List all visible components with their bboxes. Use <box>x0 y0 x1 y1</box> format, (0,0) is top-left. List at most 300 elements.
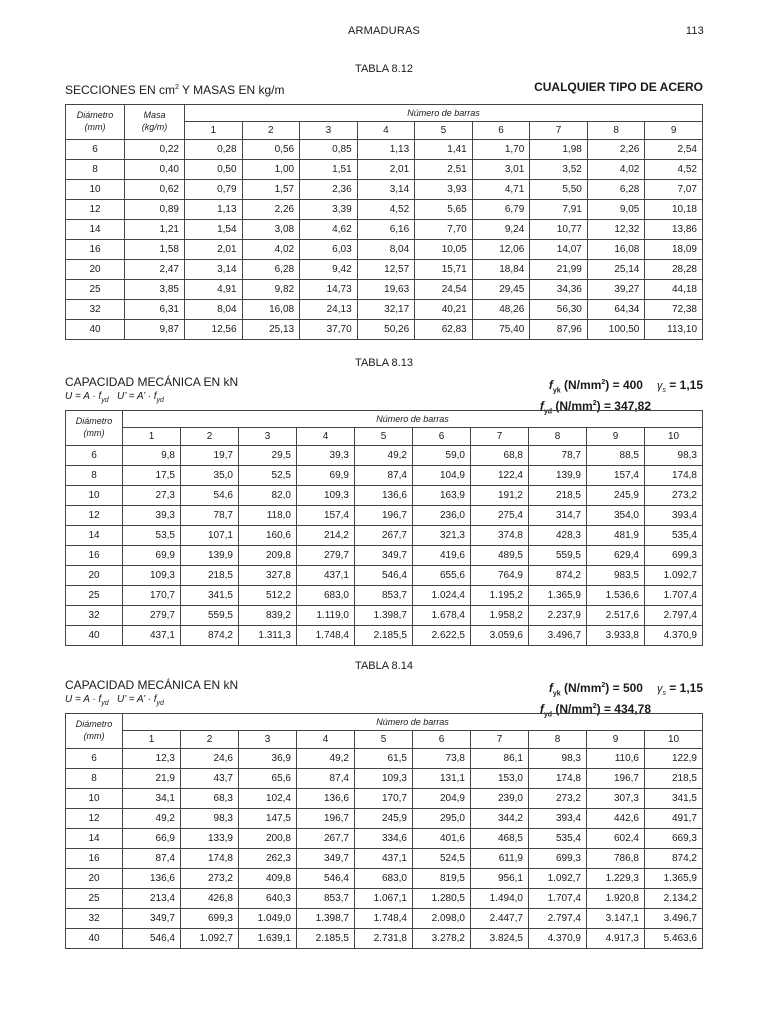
value-cell: 344,2 <box>471 809 529 829</box>
bar-count-header: 9 <box>587 428 645 446</box>
table-row <box>66 200 703 220</box>
bar-count-header: 5 <box>415 122 473 140</box>
value-cell: 4,62 <box>300 220 358 240</box>
table-8-14-subtitle: CAPACIDAD MECÁNICA EN kN $U = A \cdot f_{yd}$ U’ = A’ · $f_{yd}$ <box>65 678 239 707</box>
value-cell: 1.092,7 <box>181 929 239 949</box>
value-cell: 3,14 <box>357 180 415 200</box>
value-cell: 3,52 <box>530 160 588 180</box>
value-cell: 3.278,2 <box>413 929 471 949</box>
diameter-cell: 10 <box>66 486 123 506</box>
table-body <box>66 749 703 949</box>
value-cell: 100,50 <box>587 320 645 340</box>
page-number: 113 <box>685 25 704 37</box>
diameter-cell: 14 <box>66 220 125 240</box>
value-cell: 3.147,1 <box>587 909 645 929</box>
value-cell: 0,89 <box>125 200 185 220</box>
value-cell: 6,28 <box>587 180 645 200</box>
value-cell: 29,45 <box>472 280 530 300</box>
value-cell: 0,22 <box>125 140 185 160</box>
value-cell: 102,4 <box>239 789 297 809</box>
value-cell: 437,1 <box>355 849 413 869</box>
value-cell: 12,32 <box>587 220 645 240</box>
value-cell: 218,5 <box>181 566 239 586</box>
value-cell: 16,08 <box>587 240 645 260</box>
value-cell: 267,7 <box>355 526 413 546</box>
table-row <box>66 809 703 829</box>
value-cell: 2.237,9 <box>529 606 587 626</box>
value-cell: 1,58 <box>125 240 185 260</box>
bar-count-header: 9 <box>587 731 645 749</box>
value-cell: 56,30 <box>530 300 588 320</box>
value-cell: 321,3 <box>413 526 471 546</box>
value-cell: 15,71 <box>415 260 473 280</box>
value-cell: 2,01 <box>185 240 243 260</box>
value-cell: 29,5 <box>239 446 297 466</box>
table-8-14-steel-params: $f_{yk}$ $(N/mm^2) = 500$ $\gamma_s = 1,15$ $f_{yd}$ $(N/mm^2) = 434,78$ <box>539 681 703 719</box>
value-cell: 122,4 <box>471 466 529 486</box>
value-cell: 1,41 <box>415 140 473 160</box>
bar-count-header: 8 <box>529 731 587 749</box>
value-cell: 468,5 <box>471 829 529 849</box>
table-8-13-steel-params: $f_{yk}$ $(N/mm^2) = 400$ $\gamma_s = 1,15$ $f_{yd}$ $(N/mm^2) = 347,82$ <box>539 378 703 416</box>
value-cell: 98,3 <box>181 809 239 829</box>
table-row <box>66 526 703 546</box>
table-row <box>66 220 703 240</box>
bar-count-header: 10 <box>645 731 703 749</box>
value-cell: 3,85 <box>125 280 185 300</box>
value-cell: 62,83 <box>415 320 473 340</box>
value-cell: 36,9 <box>239 749 297 769</box>
value-cell: 65,6 <box>239 769 297 789</box>
value-cell: 12,06 <box>472 240 530 260</box>
diameter-cell: 40 <box>66 320 125 340</box>
value-cell: 21,9 <box>123 769 181 789</box>
table-row <box>66 446 703 466</box>
value-cell: 279,7 <box>123 606 181 626</box>
value-cell: 75,40 <box>472 320 530 340</box>
value-cell: 9,8 <box>123 446 181 466</box>
table-row <box>66 140 703 160</box>
table-8-12-steel-type: CUALQUIER TIPO DE ACERO <box>534 80 703 94</box>
value-cell: 69,9 <box>123 546 181 566</box>
value-cell: 1.748,4 <box>297 626 355 646</box>
value-cell: 218,5 <box>529 486 587 506</box>
value-cell: 1,57 <box>242 180 300 200</box>
value-cell: 307,3 <box>587 789 645 809</box>
value-cell: 491,7 <box>645 809 703 829</box>
value-cell: 157,4 <box>587 466 645 486</box>
bar-count-header: 1 <box>185 122 243 140</box>
value-cell: 426,8 <box>181 889 239 909</box>
table-row <box>66 929 703 949</box>
diameter-cell: 8 <box>66 466 123 486</box>
value-cell: 18,84 <box>472 260 530 280</box>
value-cell: 437,1 <box>123 626 181 646</box>
value-cell: 2.797,4 <box>645 606 703 626</box>
value-cell: 4,91 <box>185 280 243 300</box>
value-cell: 512,2 <box>239 586 297 606</box>
value-cell: 39,27 <box>587 280 645 300</box>
value-cell: 655,6 <box>413 566 471 586</box>
value-cell: 113,10 <box>645 320 703 340</box>
value-cell: 107,1 <box>181 526 239 546</box>
value-cell: 0,62 <box>125 180 185 200</box>
table-row <box>66 869 703 889</box>
diameter-cell: 25 <box>66 889 123 909</box>
table-row <box>66 889 703 909</box>
bar-count-header: 3 <box>239 731 297 749</box>
bar-count-header: 7 <box>471 428 529 446</box>
value-cell: 1.049,0 <box>239 909 297 929</box>
value-cell: 1,98 <box>530 140 588 160</box>
bar-count-header: 7 <box>471 731 529 749</box>
table-8-13-heading <box>65 375 703 416</box>
value-cell: 3,14 <box>185 260 243 280</box>
value-cell: 334,6 <box>355 829 413 849</box>
value-cell: 239,0 <box>471 789 529 809</box>
value-cell: 273,2 <box>529 789 587 809</box>
table-row <box>66 466 703 486</box>
value-cell: 0,50 <box>185 160 243 180</box>
table-row <box>66 586 703 606</box>
value-cell: 3.059,6 <box>471 626 529 646</box>
value-cell: 1.092,7 <box>529 869 587 889</box>
table-8-13 <box>65 410 703 646</box>
value-cell: 535,4 <box>645 526 703 546</box>
value-cell: 122,9 <box>645 749 703 769</box>
value-cell: 341,5 <box>645 789 703 809</box>
value-cell: 131,1 <box>413 769 471 789</box>
diameter-cell: 10 <box>66 180 125 200</box>
value-cell: 2,47 <box>125 260 185 280</box>
value-cell: 170,7 <box>355 789 413 809</box>
bar-count-headers <box>66 731 703 749</box>
value-cell: 245,9 <box>355 809 413 829</box>
value-cell: 39,3 <box>123 506 181 526</box>
value-cell: 136,6 <box>297 789 355 809</box>
diameter-cell: 40 <box>66 626 123 646</box>
value-cell: 10,18 <box>645 200 703 220</box>
table-row <box>66 486 703 506</box>
value-cell: 48,26 <box>472 300 530 320</box>
diameter-cell: 16 <box>66 849 123 869</box>
value-cell: 1.229,3 <box>587 869 645 889</box>
bar-count-header: 8 <box>529 428 587 446</box>
value-cell: 14,73 <box>300 280 358 300</box>
bar-count-header: 10 <box>645 428 703 446</box>
value-cell: 327,8 <box>239 566 297 586</box>
value-cell: 5,65 <box>415 200 473 220</box>
bar-count-header: 3 <box>300 122 358 140</box>
value-cell: 170,7 <box>123 586 181 606</box>
value-cell: 2.447,7 <box>471 909 529 929</box>
value-cell: 1,00 <box>242 160 300 180</box>
value-cell: 3,39 <box>300 200 358 220</box>
value-cell: 1.707,4 <box>645 586 703 606</box>
value-cell: 245,9 <box>587 486 645 506</box>
value-cell: 4.370,9 <box>645 626 703 646</box>
value-cell: 87,4 <box>297 769 355 789</box>
value-cell: 275,4 <box>471 506 529 526</box>
value-cell: 393,4 <box>529 809 587 829</box>
value-cell: 786,8 <box>587 849 645 869</box>
value-cell: 87,4 <box>123 849 181 869</box>
value-cell: 59,0 <box>413 446 471 466</box>
value-cell: 2.098,0 <box>413 909 471 929</box>
bar-count-header: 2 <box>242 122 300 140</box>
value-cell: 54,6 <box>181 486 239 506</box>
value-cell: 139,9 <box>181 546 239 566</box>
value-cell: 236,0 <box>413 506 471 526</box>
value-cell: 3.496,7 <box>645 909 703 929</box>
value-cell: 1,51 <box>300 160 358 180</box>
diameter-cell: 6 <box>66 446 123 466</box>
bar-count-header: 1 <box>123 731 181 749</box>
value-cell: 853,7 <box>297 889 355 909</box>
value-cell: 0,79 <box>185 180 243 200</box>
value-cell: 1,13 <box>357 140 415 160</box>
table-8-13-subtitle: CAPACIDAD MECÁNICA EN kN $U = A \cdot f_{yd}$ U’ = A’ · $f_{yd}$ <box>65 375 239 404</box>
diameter-cell: 14 <box>66 829 123 849</box>
value-cell: 853,7 <box>355 586 413 606</box>
diameter-cell: 25 <box>66 586 123 606</box>
table-caption-8-12: TABLA 8.12 <box>355 63 413 75</box>
value-cell: 374,8 <box>471 526 529 546</box>
value-cell: 2.731,8 <box>355 929 413 949</box>
diameter-cell: 25 <box>66 280 125 300</box>
value-cell: 956,1 <box>471 869 529 889</box>
value-cell: 2.185,5 <box>355 626 413 646</box>
value-cell: 157,4 <box>297 506 355 526</box>
value-cell: 24,6 <box>181 749 239 769</box>
value-cell: 49,2 <box>297 749 355 769</box>
value-cell: 196,7 <box>297 809 355 829</box>
value-cell: 104,9 <box>413 466 471 486</box>
bar-count-header: 3 <box>239 428 297 446</box>
table-row <box>66 506 703 526</box>
table-row <box>66 789 703 809</box>
diameter-cell: 32 <box>66 300 125 320</box>
value-cell: 393,4 <box>645 506 703 526</box>
diameter-cell: 14 <box>66 526 123 546</box>
value-cell: 1.639,1 <box>239 929 297 949</box>
table-row <box>66 160 703 180</box>
value-cell: 64,34 <box>587 300 645 320</box>
value-cell: 2.517,6 <box>587 606 645 626</box>
value-cell: 1.280,5 <box>413 889 471 909</box>
value-cell: 16,08 <box>242 300 300 320</box>
value-cell: 349,7 <box>123 909 181 929</box>
value-cell: 1,13 <box>185 200 243 220</box>
value-cell: 4,02 <box>587 160 645 180</box>
value-cell: 3.496,7 <box>529 626 587 646</box>
value-cell: 2,26 <box>242 200 300 220</box>
value-cell: 109,3 <box>355 769 413 789</box>
value-cell: 7,91 <box>530 200 588 220</box>
value-cell: 2,51 <box>415 160 473 180</box>
value-cell: 4,52 <box>357 200 415 220</box>
value-cell: 1.365,9 <box>529 586 587 606</box>
value-cell: 61,5 <box>355 749 413 769</box>
value-cell: 764,9 <box>471 566 529 586</box>
table-row <box>66 769 703 789</box>
table-body <box>66 446 703 646</box>
value-cell: 2,36 <box>300 180 358 200</box>
bar-count-header: 5 <box>355 731 413 749</box>
value-cell: 1.365,9 <box>645 869 703 889</box>
value-cell: 1.958,2 <box>471 606 529 626</box>
value-cell: 7,07 <box>645 180 703 200</box>
value-cell: 1,70 <box>472 140 530 160</box>
table-row <box>66 849 703 869</box>
value-cell: 18,09 <box>645 240 703 260</box>
table-row <box>66 320 703 340</box>
header-numero-barras: Número de barras <box>123 714 703 731</box>
bar-count-header: 8 <box>587 122 645 140</box>
value-cell: 39,3 <box>297 446 355 466</box>
value-cell: 683,0 <box>297 586 355 606</box>
header-diametro: Diámetro (mm) <box>66 411 123 446</box>
value-cell: 1.678,4 <box>413 606 471 626</box>
value-cell: 2.797,4 <box>529 909 587 929</box>
value-cell: 25,14 <box>587 260 645 280</box>
value-cell: 874,2 <box>529 566 587 586</box>
table-row <box>66 566 703 586</box>
value-cell: 174,8 <box>529 769 587 789</box>
header-numero-barras: Número de barras <box>123 411 703 428</box>
value-cell: 21,99 <box>530 260 588 280</box>
value-cell: 52,5 <box>239 466 297 486</box>
running-header <box>0 25 768 39</box>
value-cell: 6,31 <box>125 300 185 320</box>
value-cell: 78,7 <box>181 506 239 526</box>
table-8-14-heading <box>65 678 703 719</box>
value-cell: 9,24 <box>472 220 530 240</box>
value-cell: 2.185,5 <box>297 929 355 949</box>
value-cell: 196,7 <box>587 769 645 789</box>
diameter-cell: 16 <box>66 546 123 566</box>
value-cell: 24,13 <box>300 300 358 320</box>
value-cell: 6,16 <box>357 220 415 240</box>
table-row <box>66 280 703 300</box>
value-cell: 409,8 <box>239 869 297 889</box>
value-cell: 213,4 <box>123 889 181 909</box>
bar-count-header: 4 <box>357 122 415 140</box>
value-cell: 874,2 <box>645 849 703 869</box>
value-cell: 279,7 <box>297 546 355 566</box>
diameter-cell: 16 <box>66 240 125 260</box>
value-cell: 1.024,4 <box>413 586 471 606</box>
value-cell: 9,05 <box>587 200 645 220</box>
bar-count-headers <box>66 428 703 446</box>
value-cell: 66,9 <box>123 829 181 849</box>
value-cell: 1.494,0 <box>471 889 529 909</box>
value-cell: 86,1 <box>471 749 529 769</box>
value-cell: 442,6 <box>587 809 645 829</box>
value-cell: 109,3 <box>297 486 355 506</box>
value-cell: 34,36 <box>530 280 588 300</box>
value-cell: 683,0 <box>355 869 413 889</box>
table-8-14 <box>65 713 703 949</box>
value-cell: 401,6 <box>413 829 471 849</box>
table-8-12 <box>65 104 703 340</box>
value-cell: 73,8 <box>413 749 471 769</box>
value-cell: 559,5 <box>529 546 587 566</box>
value-cell: 109,3 <box>123 566 181 586</box>
value-cell: 110,6 <box>587 749 645 769</box>
value-cell: 49,2 <box>355 446 413 466</box>
value-cell: 35,0 <box>181 466 239 486</box>
value-cell: 267,7 <box>297 829 355 849</box>
diameter-cell: 40 <box>66 929 123 949</box>
value-cell: 9,87 <box>125 320 185 340</box>
diameter-cell: 20 <box>66 260 125 280</box>
header-numero-barras: Número de barras <box>185 105 703 122</box>
value-cell: 4,71 <box>472 180 530 200</box>
value-cell: 40,21 <box>415 300 473 320</box>
value-cell: 12,56 <box>185 320 243 340</box>
value-cell: 160,6 <box>239 526 297 546</box>
header-diametro: Diámetro (mm) <box>66 105 125 140</box>
value-cell: 118,0 <box>239 506 297 526</box>
value-cell: 10,05 <box>415 240 473 260</box>
value-cell: 428,3 <box>529 526 587 546</box>
bar-count-header: 2 <box>181 428 239 446</box>
value-cell: 489,5 <box>471 546 529 566</box>
value-cell: 98,3 <box>529 749 587 769</box>
value-cell: 191,2 <box>471 486 529 506</box>
table-row <box>66 180 703 200</box>
value-cell: 68,3 <box>181 789 239 809</box>
value-cell: 3.824,5 <box>471 929 529 949</box>
value-cell: 1,54 <box>185 220 243 240</box>
value-cell: 2,26 <box>587 140 645 160</box>
value-cell: 12,57 <box>357 260 415 280</box>
value-cell: 53,5 <box>123 526 181 546</box>
value-cell: 295,0 <box>413 809 471 829</box>
value-cell: 1.195,2 <box>471 586 529 606</box>
header-masa: Masa (kg/m) <box>125 105 185 140</box>
value-cell: 341,5 <box>181 586 239 606</box>
diameter-cell: 6 <box>66 749 123 769</box>
value-cell: 4,52 <box>645 160 703 180</box>
value-cell: 349,7 <box>355 546 413 566</box>
table-caption-8-14: TABLA 8.14 <box>355 660 413 672</box>
value-cell: 19,63 <box>357 280 415 300</box>
value-cell: 9,82 <box>242 280 300 300</box>
value-cell: 354,0 <box>587 506 645 526</box>
value-cell: 88,5 <box>587 446 645 466</box>
diameter-cell: 12 <box>66 506 123 526</box>
value-cell: 87,96 <box>530 320 588 340</box>
value-cell: 72,38 <box>645 300 703 320</box>
value-cell: 262,3 <box>239 849 297 869</box>
value-cell: 209,8 <box>239 546 297 566</box>
value-cell: 218,5 <box>645 769 703 789</box>
value-cell: 419,6 <box>413 546 471 566</box>
table-row <box>66 749 703 769</box>
value-cell: 3,01 <box>472 160 530 180</box>
bar-count-header: 9 <box>645 122 703 140</box>
table-8-12-subtitle: SECCIONES EN $cm^2$ Y MASAS EN kg/m <box>65 83 285 97</box>
value-cell: 2,01 <box>357 160 415 180</box>
value-cell: 82,0 <box>239 486 297 506</box>
chapter-title: ARMADURAS <box>347 25 421 37</box>
value-cell: 0,56 <box>242 140 300 160</box>
value-cell: 546,4 <box>297 869 355 889</box>
table-row <box>66 606 703 626</box>
value-cell: 43,7 <box>181 769 239 789</box>
